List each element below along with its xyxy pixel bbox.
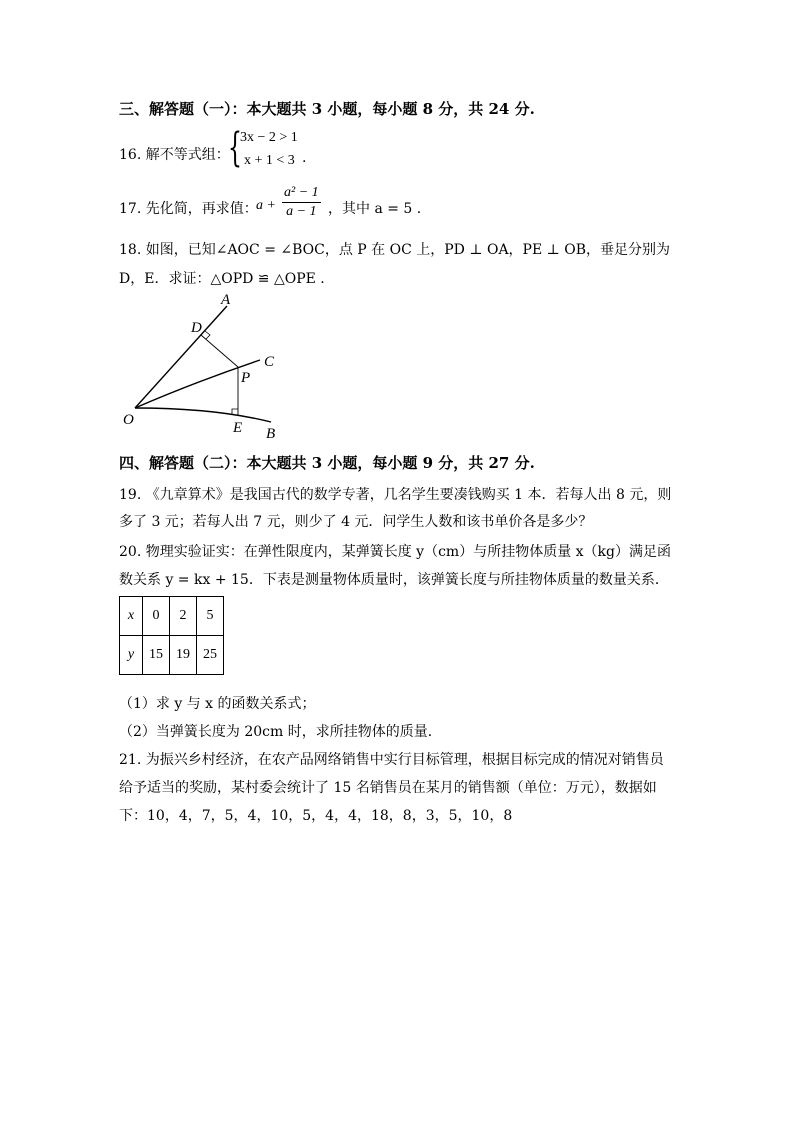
label-b: B: [266, 426, 276, 442]
q17-numerator: a² − 1: [282, 184, 321, 203]
q19-line-2: 多了 3 元；若每人出 7 元，则少了 4 元．问学生人数和该书单价各是多少？: [119, 514, 593, 530]
table-cell: 2: [170, 597, 197, 636]
label-o: O: [123, 412, 134, 428]
label-d: D: [191, 320, 202, 336]
label-c: C: [264, 354, 275, 370]
q17-a-plus: a +: [256, 198, 276, 213]
q16-brace: {: [228, 125, 242, 171]
table-cell: 15: [143, 636, 170, 675]
section-4-heading: 四、解答题（二）：本大题共 3 小题，每小题 9 分，共 27 分.: [119, 454, 535, 472]
table-row-y: [120, 636, 224, 675]
q21-line-1: 21. 为振兴乡村经济，在农产品网络销售中实行目标管理，根据目标完成的情况对销售员: [119, 752, 664, 768]
q20-line-1: 20. 物理实验证实：在弹性限度内，某弹簧长度 y（cm）与所挂物体质量 x（kg）满足函: [119, 544, 671, 560]
label-a: A: [221, 292, 231, 308]
q17-fraction: [280, 184, 323, 221]
q21-line-3: 下：10，4，7，5，4，10，5，4，4，18，8，3，5，10，8: [119, 808, 513, 824]
q20-line-2: 数关系 y = kx + 15．下表是测量物体质量时，该弹簧长度与所挂物体质量的数量关系．: [119, 572, 669, 588]
table-cell: 19: [170, 636, 197, 675]
q21-line-2: 给予适当的奖励，某村委会统计了 15 名销售员在某月的销售额（单位：万元），数据如: [119, 780, 657, 796]
q17-label: 17. 先化简，再求值：: [119, 201, 258, 217]
right-angle-d: [205, 331, 210, 339]
table-cell: 0: [143, 597, 170, 636]
q18-line-2: D，E．求证：△OPD ≌ △OPE .: [119, 271, 325, 287]
table-cell: y: [120, 636, 143, 675]
ray-oa: [135, 306, 227, 408]
q20-data-table: [119, 596, 224, 675]
q16-label: 16. 解不等式组：: [119, 147, 230, 163]
q18-line-1: 18. 如图，已知∠AOC = ∠BOC，点 P 在 OC 上，PD ⊥ OA，PE ⊥ OB，垂足分别为: [119, 242, 671, 258]
table-cell: 25: [197, 636, 224, 675]
table-cell: x: [120, 597, 143, 636]
q20-sub-1: （1）求 y 与 x 的函数关系式；: [119, 696, 316, 712]
section-3-heading: 三、解答题（一）：本大题共 3 小题，每小题 8 分，共 24 分.: [119, 100, 535, 118]
q16-inequality-2: x + 1 < 3: [244, 153, 295, 168]
q20-sub-2: （2）当弹簧长度为 20cm 时，求所挂物体的质量．: [119, 724, 442, 740]
table-cell: 5: [197, 597, 224, 636]
label-e: E: [233, 420, 243, 436]
table-row-x: [120, 597, 224, 636]
q17-denominator: a − 1: [286, 204, 317, 219]
q16-end: .: [302, 150, 307, 166]
ray-ob: [135, 408, 271, 422]
label-p: P: [241, 370, 251, 386]
q17-tail: ，其中 a = 5 .: [328, 201, 422, 217]
segment-pd: [201, 335, 238, 367]
q19-line-1: 19. 《九章算术》是我国古代的数学专著，几名学生要凑钱购买 1 本．若每人出 8 元，则: [119, 487, 672, 503]
geometry-figure: [115, 290, 295, 450]
q16-inequality-1: 3x − 2 > 1: [240, 130, 298, 145]
